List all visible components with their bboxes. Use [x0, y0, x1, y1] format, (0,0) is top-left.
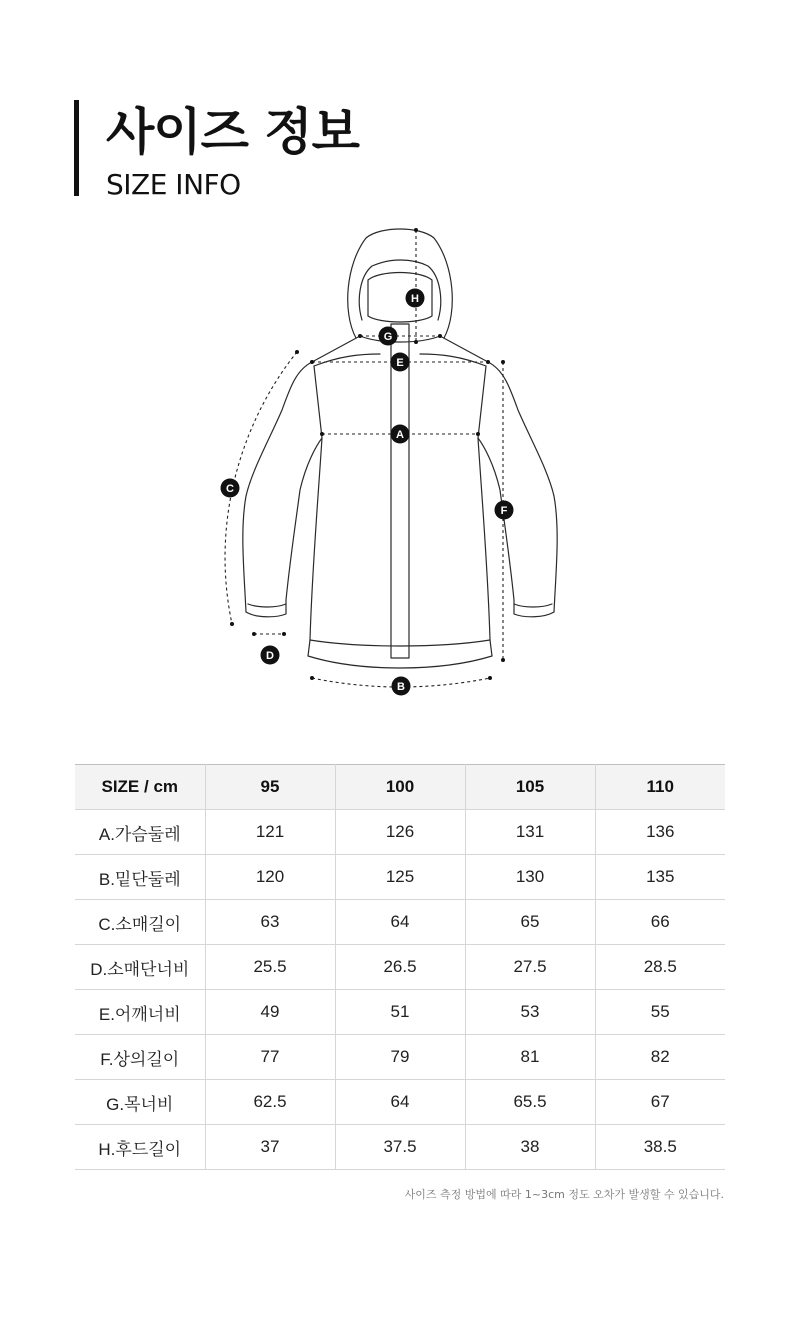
table-cell: 66 [595, 900, 725, 945]
measurement-lines [225, 228, 505, 687]
row-label: H.후드길이 [75, 1125, 205, 1170]
table-row [75, 990, 725, 1035]
svg-text:D: D [266, 650, 274, 662]
page-subtitle: SIZE INFO [106, 168, 241, 201]
jacket-outline [243, 229, 557, 668]
table-cell: 63 [205, 900, 335, 945]
svg-text:G: G [383, 331, 393, 343]
measurement-note: 사이즈 측정 방법에 따라 1~3cm 정도 오차가 발생할 수 있습니다. [404, 1188, 724, 1201]
table-cell: 136 [595, 810, 725, 855]
label-a [391, 425, 410, 444]
table-cell: 77 [205, 1035, 335, 1080]
table-row [75, 945, 725, 990]
jacket-measurement-diagram [0, 220, 800, 710]
label-g [379, 327, 398, 346]
row-label: G.목너비 [75, 1080, 205, 1125]
table-cell: 65.5 [465, 1080, 595, 1125]
table-cell: 130 [465, 855, 595, 900]
table-cell: 62.5 [205, 1080, 335, 1125]
table-cell: 81 [465, 1035, 595, 1080]
page-title: 사이즈 정보 [106, 103, 359, 161]
table-cell: 126 [335, 810, 465, 855]
table-cell: 26.5 [335, 945, 465, 990]
size-table-header-cell: SIZE / cm [75, 765, 205, 810]
table-cell: 37.5 [335, 1125, 465, 1170]
row-label: C.소매길이 [75, 900, 205, 945]
table-cell: 55 [595, 990, 725, 1035]
table-cell: 38 [465, 1125, 595, 1170]
table-cell: 38.5 [595, 1125, 725, 1170]
table-cell: 65 [465, 900, 595, 945]
table-row [75, 1035, 725, 1080]
label-f [495, 501, 514, 520]
size-table-header-cell: 110 [595, 765, 725, 810]
header-accent-bar [74, 100, 79, 196]
table-cell: 121 [205, 810, 335, 855]
table-cell: 64 [335, 900, 465, 945]
size-table-header-cell: 105 [465, 765, 595, 810]
svg-text:C: C [226, 483, 234, 495]
row-label: D.소매단너비 [75, 945, 205, 990]
label-e [391, 353, 410, 372]
table-cell: 25.5 [205, 945, 335, 990]
svg-text:B: B [397, 681, 405, 693]
table-cell: 64 [335, 1080, 465, 1125]
size-table [75, 764, 725, 1170]
svg-text:E: E [396, 357, 404, 369]
row-label: B.밑단둘레 [75, 855, 205, 900]
table-row [75, 1080, 725, 1125]
row-label: E.어깨너비 [75, 990, 205, 1035]
svg-text:F: F [500, 505, 508, 517]
table-cell: 28.5 [595, 945, 725, 990]
table-row [75, 810, 725, 855]
label-h [406, 289, 425, 308]
table-cell: 49 [205, 990, 335, 1035]
table-cell: 79 [335, 1035, 465, 1080]
table-row [75, 1125, 725, 1170]
label-d [261, 646, 280, 665]
table-cell: 67 [595, 1080, 725, 1125]
table-cell: 125 [335, 855, 465, 900]
table-cell: 135 [595, 855, 725, 900]
table-cell: 120 [205, 855, 335, 900]
row-label: A.가슴둘레 [75, 810, 205, 855]
table-cell: 37 [205, 1125, 335, 1170]
table-cell: 27.5 [465, 945, 595, 990]
table-row [75, 855, 725, 900]
size-table-header-row [75, 765, 725, 810]
label-c [221, 479, 240, 498]
svg-text:H: H [411, 293, 419, 305]
svg-text:A: A [396, 429, 404, 441]
size-table-header-cell: 100 [335, 765, 465, 810]
table-row [75, 900, 725, 945]
table-cell: 131 [465, 810, 595, 855]
row-label: F.상의길이 [75, 1035, 205, 1080]
label-b [392, 677, 411, 696]
table-cell: 53 [465, 990, 595, 1035]
table-cell: 51 [335, 990, 465, 1035]
table-cell: 82 [595, 1035, 725, 1080]
size-table-header-cell: 95 [205, 765, 335, 810]
